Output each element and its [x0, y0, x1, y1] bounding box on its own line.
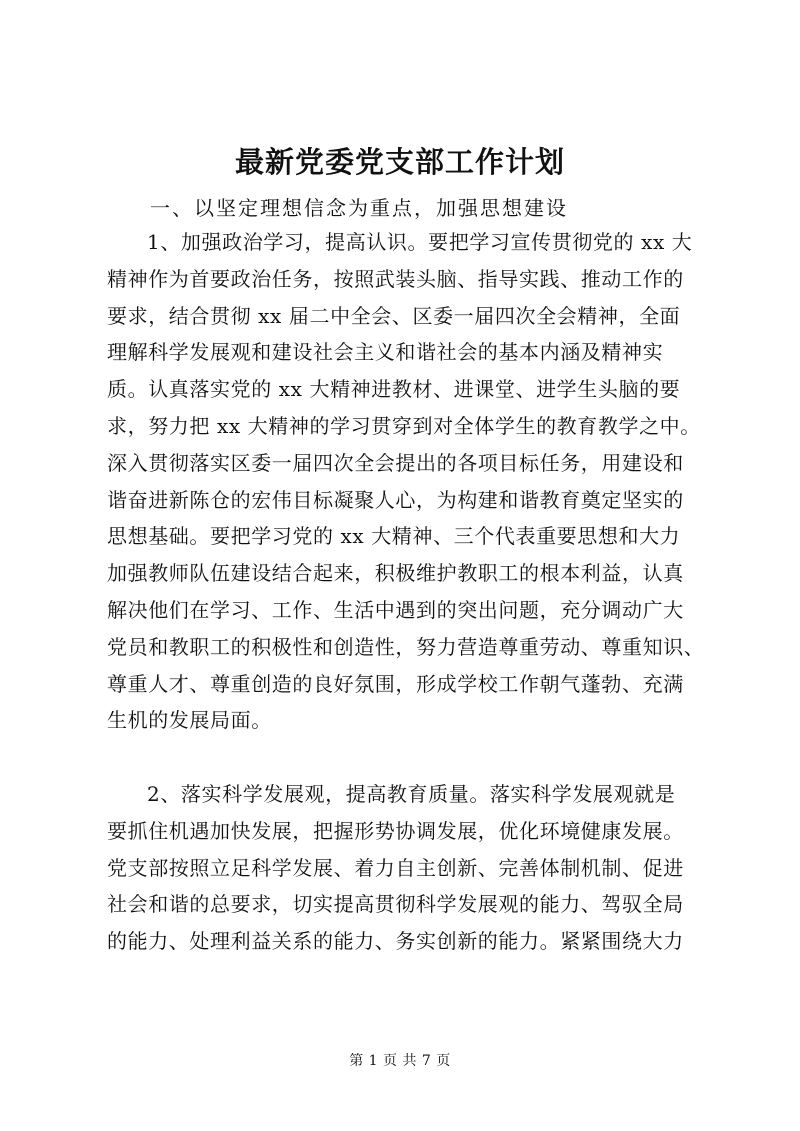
paragraph-line: 1、加强政治学习，提高认识。要把学习宣传贯彻党的 xx 大: [147, 230, 693, 254]
paragraph-line: 尊重人才、尊重创造的良好氛围，形成学校工作朝气蓬勃、充满: [107, 671, 684, 696]
paragraph-line: 思想基础。要把学习党的 xx 大精神、三个代表重要思想和大力: [107, 524, 681, 549]
paragraph-line: 要求，结合贯彻 xx 届二中全会、区委一届四次全会精神，全面: [107, 303, 681, 328]
paragraph-line: 质。认真落实党的 xx 大精神进教材、进课堂、进学生头脑的要: [107, 377, 681, 402]
paragraph-line: 的能力、处理利益关系的能力、务实创新的能力。紧紧围绕大力: [107, 929, 684, 954]
paragraph-line: 生机的发展局面。: [107, 708, 272, 733]
paragraph-line: 社会和谐的总要求，切实提高贯彻科学发展观的能力、驾驭全局: [107, 892, 684, 917]
paragraph-line: 党员和教职工的积极性和创造性，努力营造尊重劳动、尊重知识、: [107, 634, 705, 659]
paragraph-2: [107, 776, 707, 960]
document-title: 最新党委党支部工作计划: [234, 145, 565, 179]
section-heading: 一、以坚定理想信念为重点，加强思想建设: [150, 196, 568, 220]
paragraph-1: [107, 224, 707, 739]
paragraph-line: 理解科学发展观和建设社会主义和谐社会的基本内涵及精神实: [107, 340, 664, 365]
paragraph-line: 加强教师队伍建设结合起来，积极维护教职工的根本利益，认真: [107, 561, 684, 586]
paragraph-line: 解决他们在学习、工作、生活中遇到的突出问题，充分调动广大: [107, 597, 684, 622]
paragraph-line: 求，努力把 xx 大精神的学习贯穿到对全体学生的教育教学之中。: [107, 413, 701, 438]
paragraph-line: 2、落实科学发展观，提高教育质量。落实科学发展观就是: [147, 782, 676, 806]
paragraph-line: 精神作为首要政治任务，按照武装头脑、指导实践、推动工作的: [107, 266, 684, 291]
paragraph-line: 党支部按照立足科学发展、着力自主创新、完善体制机制、促进: [107, 855, 684, 880]
page-number-footer: 第 1 页 共 7 页: [349, 1053, 451, 1069]
paragraph-line: 谐奋进新陈仓的宏伟目标凝聚人心，为构建和谐教育奠定坚实的: [107, 487, 684, 512]
paragraph-line: 深入贯彻落实区委一届四次全会提出的各项目标任务，用建设和: [107, 450, 684, 475]
paragraph-line: 要抓住机遇加快发展，把握形势协调发展，优化环境健康发展。: [107, 818, 684, 843]
